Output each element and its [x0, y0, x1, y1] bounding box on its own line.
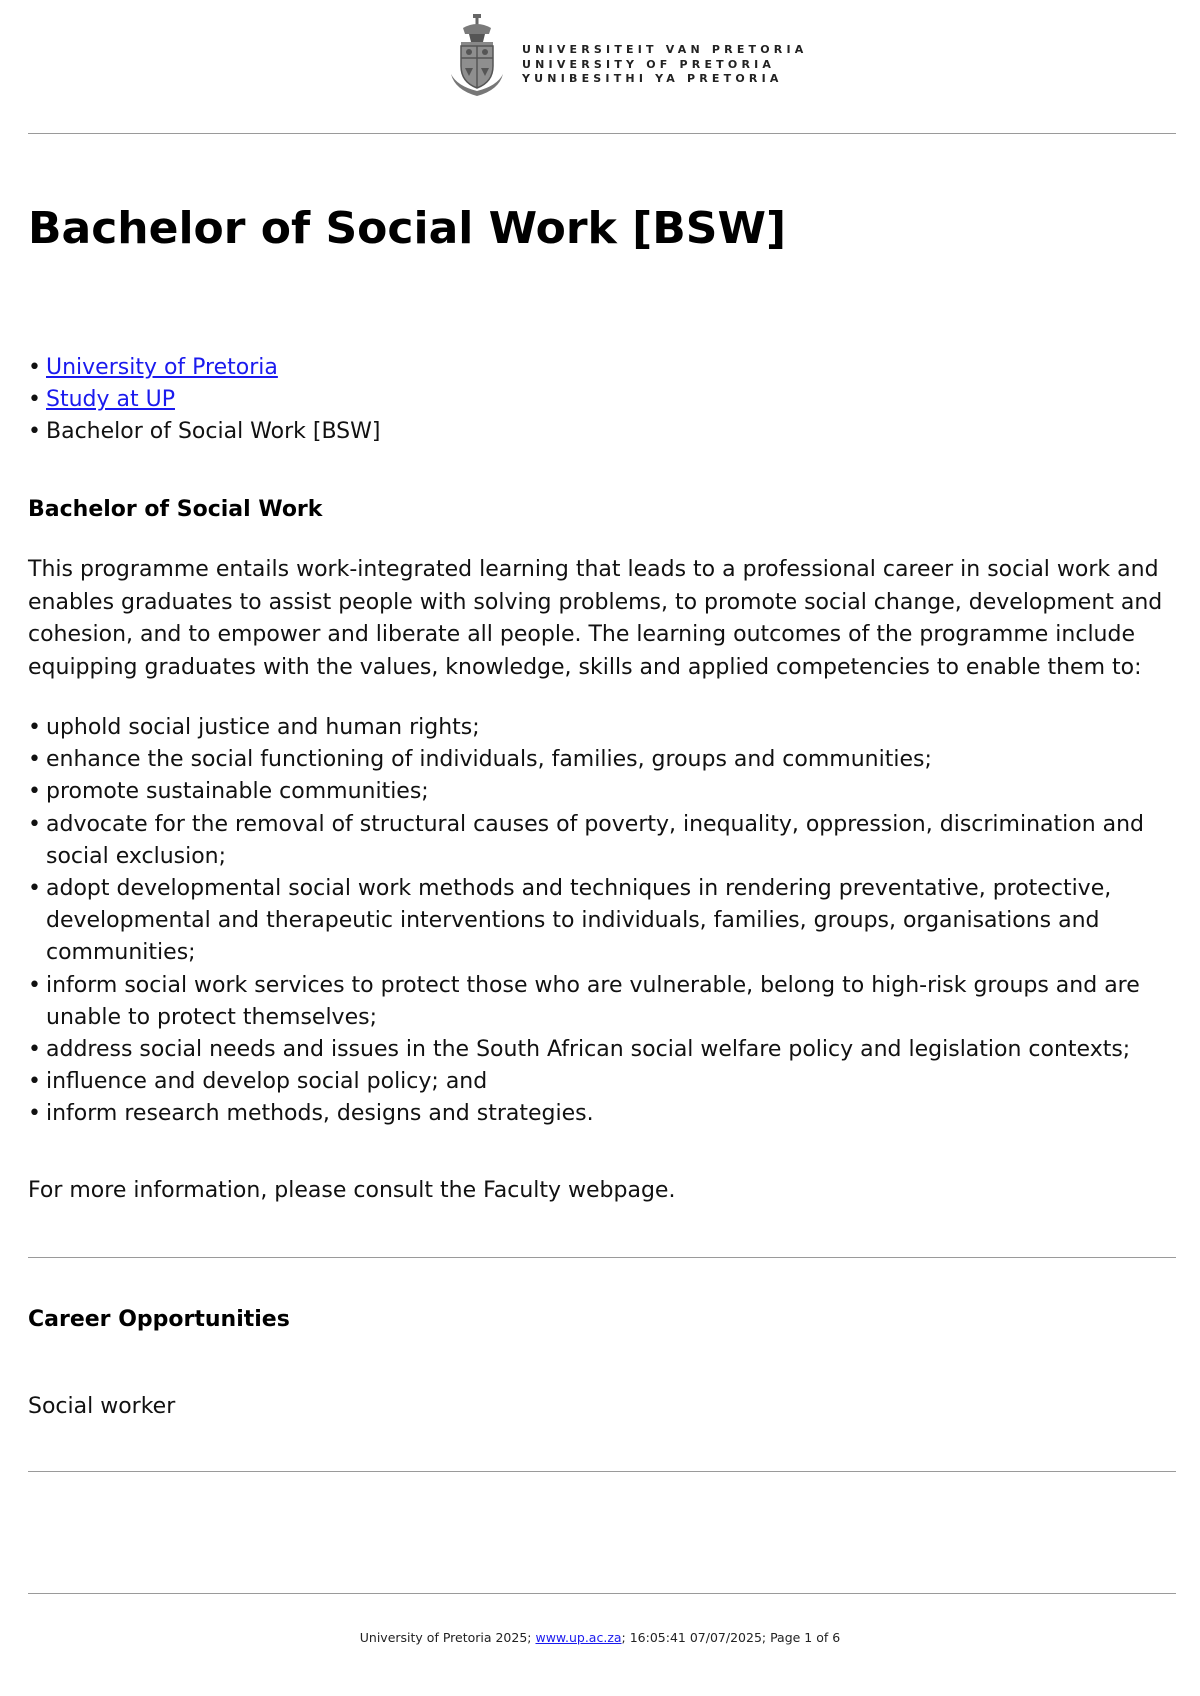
- university-crest-icon: [449, 12, 505, 98]
- breadcrumb-link-study-at-up[interactable]: Study at UP: [46, 387, 175, 412]
- footer-suffix: ; 16:05:41 07/07/2025; Page 1 of 6: [621, 1630, 841, 1645]
- bullet-icon: •: [28, 1101, 41, 1127]
- bullet-icon: •: [28, 355, 41, 380]
- list-item: [28, 1034, 1178, 1066]
- footer-divider: [28, 1593, 1176, 1594]
- breadcrumb-current-label: Bachelor of Social Work [BSW]: [46, 419, 381, 444]
- learning-outcomes-list: [28, 712, 1178, 1131]
- bullet-icon: •: [28, 747, 41, 773]
- list-item: [28, 970, 1178, 1034]
- footer-prefix: University of Pretoria 2025;: [359, 1630, 536, 1645]
- list-item-text: advocate for the removal of structural causes of poverty, inequality, oppression, discrimination and social exclusion;: [46, 811, 1145, 869]
- breadcrumb: [28, 352, 380, 448]
- list-item-text: address social needs and issues in the South African social welfare policy and legislation contexts;: [46, 1037, 1131, 1063]
- breadcrumb-item-university: [28, 352, 380, 384]
- list-item: [28, 1098, 1178, 1130]
- list-item-text: promote sustainable communities;: [46, 779, 429, 805]
- header-divider: [28, 133, 1176, 134]
- list-item: [28, 809, 1178, 873]
- list-item: [28, 873, 1178, 970]
- bullet-icon: •: [28, 779, 41, 805]
- bullet-icon: •: [28, 715, 41, 740]
- list-item: [28, 712, 1178, 744]
- list-item-text: enhance the social functioning of individuals, families, groups and communities;: [46, 747, 932, 773]
- more-info-text: For more information, please consult the Faculty webpage.: [28, 1178, 676, 1203]
- list-item-text: adopt developmental social work methods and techniques in rendering preventative, protective, developmental and therapeutic interventions to individuals, families, groups, organisations and communities;: [46, 876, 1112, 966]
- university-names: [522, 43, 807, 87]
- career-opportunities-heading: Career Opportunities: [28, 1307, 290, 1332]
- overview-heading: Bachelor of Social Work: [28, 497, 323, 522]
- career-opportunities-text: Social worker: [28, 1394, 176, 1419]
- bullet-icon: •: [28, 1037, 41, 1063]
- list-item: [28, 744, 1178, 776]
- university-name-sepedi: YUNIBESITHI YA PRETORIA: [522, 72, 783, 85]
- page-footer: [0, 1630, 1200, 1645]
- list-item-text: uphold social justice and human rights;: [46, 715, 480, 740]
- bullet-icon: •: [28, 876, 41, 902]
- list-item: [28, 1066, 1178, 1098]
- breadcrumb-item-study: [28, 384, 380, 416]
- bullet-icon: •: [28, 1069, 41, 1095]
- university-name-english: UNIVERSITY OF PRETORIA: [522, 57, 776, 71]
- section-divider: [28, 1471, 1176, 1472]
- list-item-text: influence and develop social policy; and: [46, 1069, 488, 1095]
- breadcrumb-item-current: [28, 416, 380, 448]
- list-item-text: inform research methods, designs and strategies.: [46, 1101, 594, 1127]
- page-header: [0, 0, 1200, 110]
- bullet-icon: •: [28, 811, 41, 837]
- overview-intro: This programme entails work-integrated learning that leads to a professional career in social work and enables graduates to assist people with solving problems, to promote social change, development and cohesion, and to empower and liberate all people. The learning outcomes of the programme include equipping graduates with the values, knowledge, skills and applied competencies to enable them to:: [28, 557, 1163, 680]
- university-name-afrikaans: UNIVERSITEIT VAN PRETORIA: [522, 43, 808, 56]
- bullet-icon: •: [28, 419, 41, 444]
- section-divider: [28, 1257, 1176, 1258]
- page-title: Bachelor of Social Work [BSW]: [28, 203, 787, 254]
- bullet-icon: •: [28, 972, 41, 998]
- footer-website-link[interactable]: www.up.ac.za: [535, 1630, 622, 1645]
- list-item-text: inform social work services to protect those who are vulnerable, belong to high-risk groups and are unable to protect themselves;: [46, 972, 1140, 1030]
- list-item: [28, 776, 1178, 808]
- bullet-icon: •: [28, 387, 41, 412]
- breadcrumb-link-university-of-pretoria[interactable]: University of Pretoria: [46, 355, 278, 380]
